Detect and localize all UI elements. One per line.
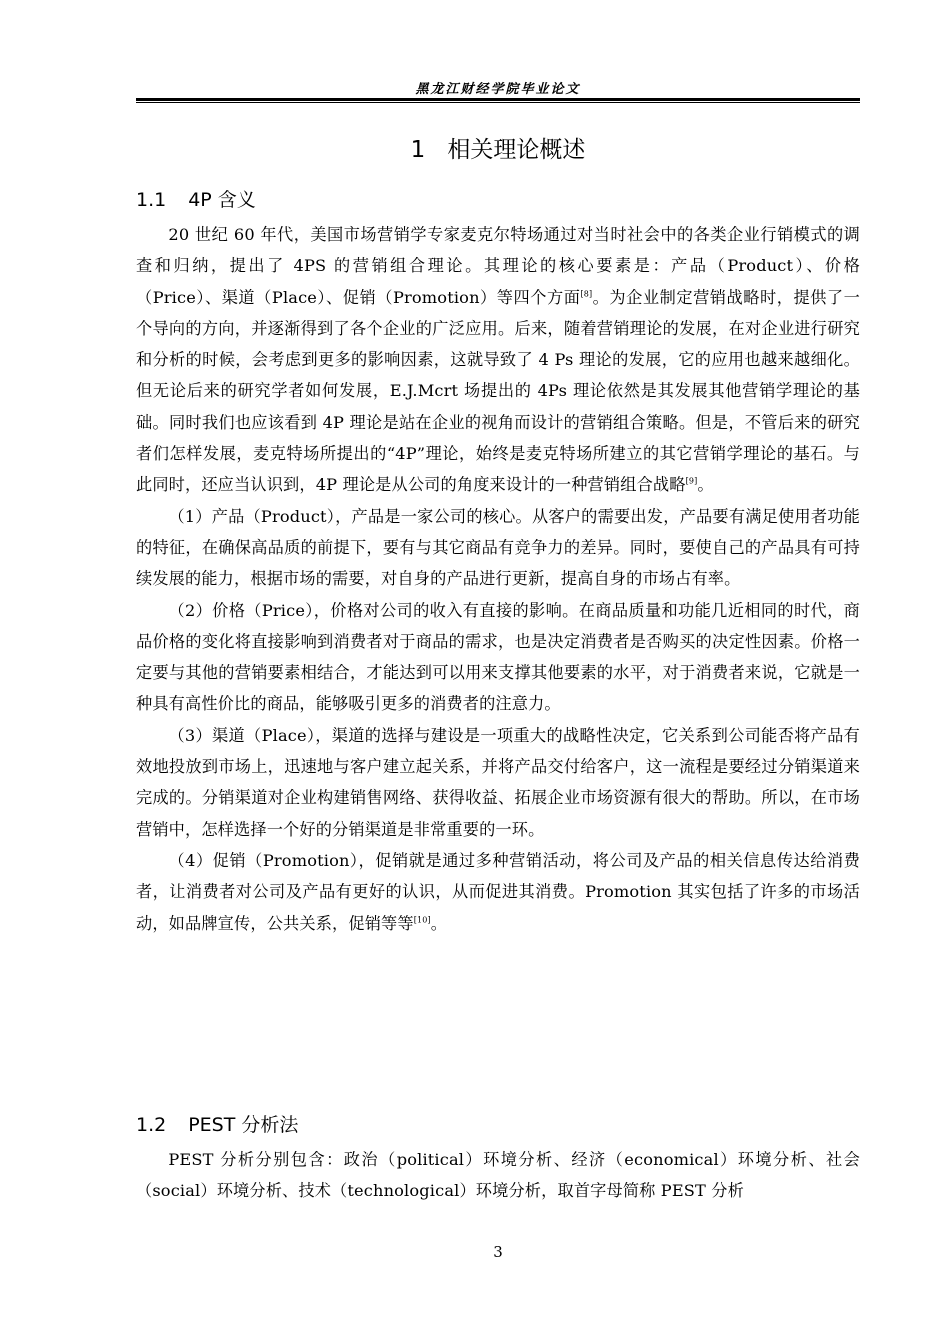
- chapter-title-text: 相关理论概述: [447, 137, 586, 163]
- citation: [8]: [580, 289, 593, 299]
- paragraph-text: 。: [697, 475, 714, 495]
- paragraph-text: 。为企业制定营销战略时，提供了一个导向的方向，并逐渐得到了各个企业的广泛应用。后来，随着营销理论的发展，在对企业进行研究和分析的时候，会考虑到更多的影响因素，这就导致了 4 Ps 理论的发展，它的应用也越来越细化。但无论后来的研究学者如何发展，E.J.Mcrt 场提出的 4Ps 理论依然是其发展其他营销学理论的基础。同时我们也应该看到 4P 理论是站在企业的视角而设计的营销组合策略。但是，不管后来的研究者们怎样发展，麦克特场所提出的“4P”理论，始终是麦克特场所建立的其它营销学理论的基石。与此同时，还应当认识到，4P 理论是从公司的角度来设计的一种营销组合战略: [136, 287, 861, 495]
- section-number: 1.1: [136, 189, 167, 211]
- section-1-1-body: [136, 219, 860, 939]
- section-title: PEST 分析法: [188, 1114, 299, 1136]
- section-heading-1-1: [136, 186, 860, 214]
- section-number: 1.2: [136, 1114, 167, 1136]
- document-page: [136, 0, 860, 1344]
- header-double-rule: [136, 98, 860, 103]
- paragraph-text: 20 世纪 60 年代，美国市场营销学专家麦克尔特场通过对当时社会中的各类企业行销模式的调查和归纳，提出了 4PS 的营销组合理论。其理论的核心要素是：产品（Product）、价格（Price）、渠道（Place）、促销（Promotion）等四个方面: [136, 225, 860, 307]
- paragraph: [136, 501, 860, 595]
- paragraph: [136, 845, 860, 939]
- section-title: 4P 含义: [188, 189, 256, 211]
- section-heading-1-2: [136, 1111, 860, 1139]
- paragraph-text: （1）产品（Product），产品是一家公司的核心。从客户的需要出发，产品要有满足使用者功能的特征，在确保高品质的前提下，要有与其它商品有竞争力的差异。同时，要使自己的产品具有可持续发展的能力，根据市场的需要，对自身的产品进行更新，提高自身的市场占有率。: [136, 506, 860, 589]
- citation: [10]: [413, 915, 431, 925]
- paragraph: [136, 1144, 860, 1207]
- paragraph-text: （2）价格（Price），价格对公司的收入有直接的影响。在商品质量和功能几近相同的时代，商品价格的变化将直接影响到消费者对于商品的需求，也是决定消费者是否购买的决定性因素。价格一定要与其他的营销要素相结合，才能达到可以用来支撑其他要素的水平，对于消费者来说，它就是一种具有高性价比的商品，能够吸引更多的消费者的注意力。: [136, 600, 860, 714]
- paragraph-text: （4）促销（Promotion），促销就是通过多种营销活动，将公司及产品的相关信息传达给消费者，让消费者对公司及产品有更好的认识，从而促进其消费。Promotion 其实包括了许多的市场活动，如品牌宣传，公共关系，促销等等: [136, 850, 860, 933]
- chapter-number: 1: [410, 137, 426, 163]
- paragraph: [136, 595, 860, 720]
- page-number: 3: [493, 1243, 503, 1261]
- running-head: 黑龙江财经学院毕业论文: [415, 82, 581, 97]
- chapter-title: [136, 134, 860, 166]
- paragraph-text: （3）渠道（Place），渠道的选择与建设是一项重大的战略性决定，它关系到公司能否将产品有效地投放到市场上，迅速地与客户建立起关系，并将产品交付给客户，这一流程是要经过分销渠道来完成的。分销渠道对企业构建销售网络、获得收益、拓展企业市场资源有很大的帮助。所以，在市场营销中，怎样选择一个好的分销渠道是非常重要的一环。: [136, 725, 860, 839]
- paragraph-text: PEST 分析分别包含：政治（political）环境分析、经济（economical）环境分析、社会（social）环境分析、技术（technological）环境分析，取首字母简称 PEST 分析: [136, 1150, 860, 1201]
- paragraph: [136, 720, 860, 845]
- citation: [9]: [685, 476, 698, 486]
- paragraph-text: 。: [430, 913, 448, 933]
- section-1-2-body: [136, 1144, 860, 1207]
- paragraph: [136, 219, 860, 501]
